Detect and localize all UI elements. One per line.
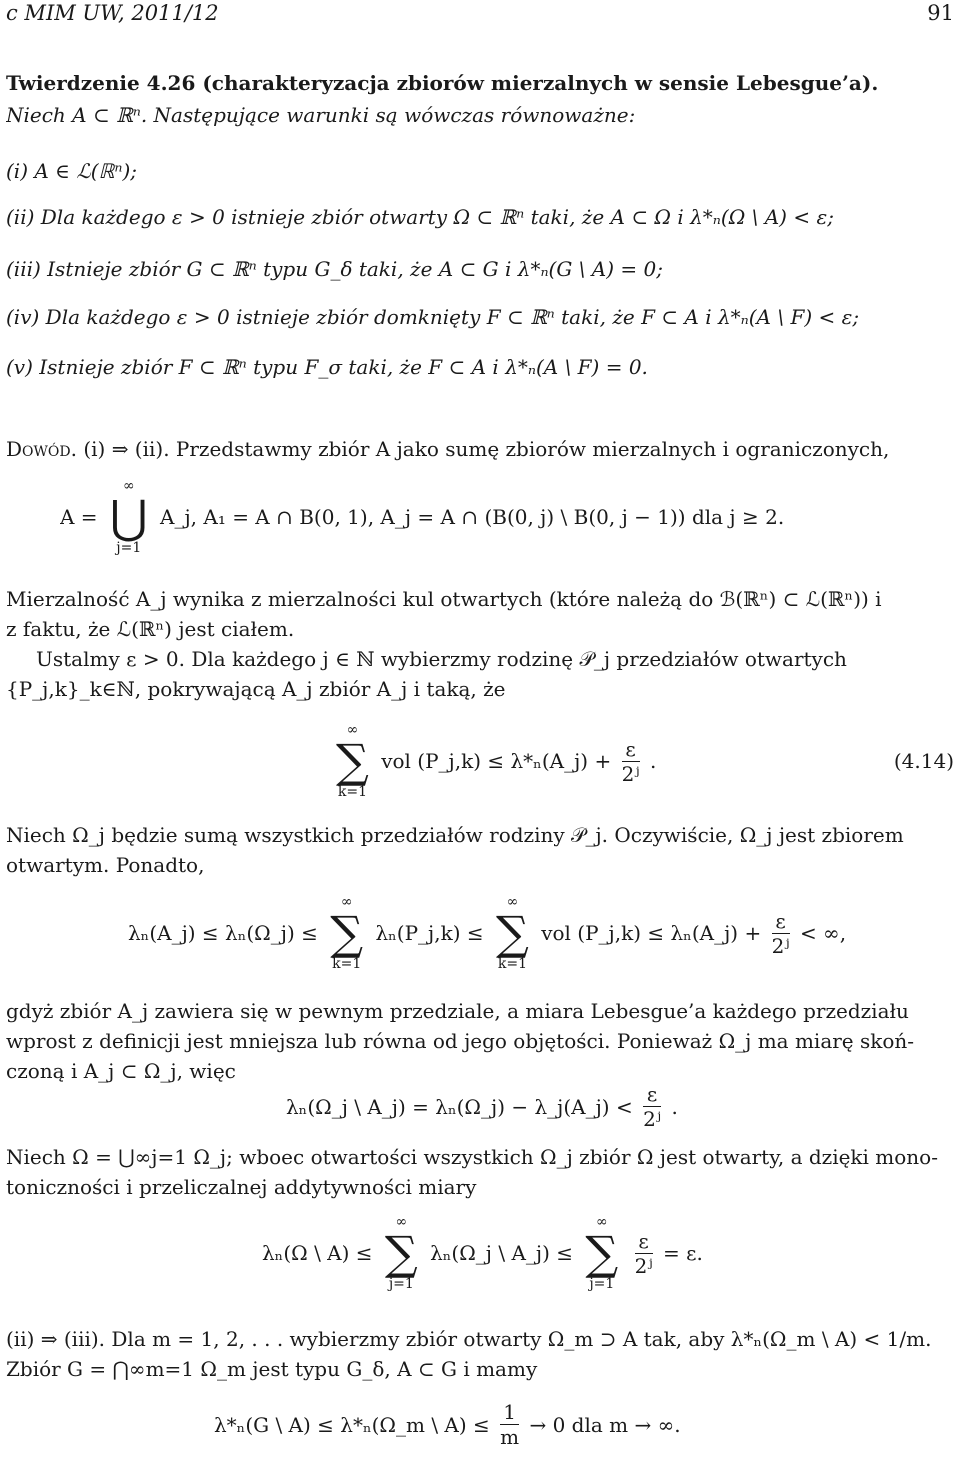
theorem-item-iii: (iii) Istnieje zbiór G ⊂ ℝⁿ typu G_δ taki, że A ⊂ G i λ*ₙ(G \ A) = 0;: [6, 257, 663, 281]
eq4-body: λₙ(Ω_j \ A_j) = λₙ(Ω_j) − λ_j(A_j) <: [286, 1094, 633, 1119]
sum-upper-limit: ∞: [346, 722, 359, 738]
equation-4-14: [330, 722, 954, 812]
eq3-a: λₙ(A_j) ≤ λₙ(Ω_j) ≤: [128, 921, 318, 945]
eq3-c: vol (P_j,k) ≤ λₙ(A_j) +: [541, 921, 762, 945]
fraction-numerator: ε: [635, 1229, 653, 1254]
paragraph-line: Ustalmy ε > 0. Dla każdego j ∈ ℕ wybierzmy rodzinę 𝒫_j przedziałów otwartych: [36, 647, 847, 671]
sum-lower-limit: k=1: [337, 784, 367, 800]
eq2-tail: .: [649, 749, 657, 773]
equation-limit: [214, 1400, 954, 1458]
paragraph-line: z faktu, że ℒ(ℝⁿ) jest ciałem.: [6, 617, 295, 641]
paragraph-line: Mierzalność A_j wynika z mierzalności kul otwartych (które należą do ℬ(ℝⁿ) ⊂ ℒ(ℝⁿ)) i: [6, 587, 882, 611]
paragraph-line: wprost z definicji jest mniejsza lub równa od jego objętości. Ponieważ Ω_j ma miarę skoń-: [6, 1029, 915, 1053]
eq4-tail: .: [671, 1094, 678, 1119]
eq3-b: λₙ(P_j,k) ≤: [375, 921, 484, 945]
sum-lower-limit: j=1: [388, 1276, 414, 1292]
union-lower-limit: j=1: [116, 540, 142, 556]
eq1-rhs: A_j, A₁ = A ∩ B(0, 1), A_j = A ∩ (B(0, j) \ B(0, j − 1)) dla j ≥ 2.: [160, 505, 785, 529]
sum-operator: [336, 722, 369, 800]
sum-operator: [585, 1214, 618, 1292]
sum-upper-limit: ∞: [595, 1214, 608, 1230]
eq5-tail: = ε.: [662, 1241, 703, 1265]
fraction-denominator: 2ʲ: [771, 933, 790, 958]
proof-label: Dowód.: [6, 437, 77, 461]
eq6-tail: → 0 dla m → ∞.: [529, 1412, 681, 1437]
sum-upper-limit: ∞: [395, 1214, 408, 1230]
union-upper-limit: ∞: [122, 478, 135, 494]
sum-operator: [330, 894, 363, 972]
paragraph-line: {P_j,k}_k∈ℕ, pokrywającą A_j zbiór A_j i taką, że: [6, 677, 506, 701]
page-number: 91: [927, 1, 954, 25]
sum-operator: [496, 894, 529, 972]
union-symbol: ⋃: [109, 490, 148, 544]
fraction-numerator: ε: [622, 737, 640, 762]
sum-lower-limit: k=1: [497, 956, 527, 972]
equation-label: (4.14): [893, 749, 954, 773]
proof-step-1: [6, 436, 954, 462]
fraction: [622, 737, 640, 786]
sum-upper-limit: ∞: [506, 894, 519, 910]
fraction: [772, 909, 790, 958]
sum-upper-limit: ∞: [340, 894, 353, 910]
fraction: [643, 1082, 661, 1131]
eq5-b: λₙ(Ω_j \ A_j) ≤: [430, 1241, 574, 1265]
paragraph-line: gdyż zbiór A_j zawiera się w pewnym przedziale, a miara Lebesgue’a każdego przedziału: [6, 999, 909, 1023]
union-operator: [110, 478, 148, 556]
equation-chain: [128, 894, 954, 984]
fraction-numerator: 1: [500, 1400, 519, 1425]
fraction-denominator: m: [500, 1425, 520, 1449]
sum-symbol: ∑: [336, 734, 369, 788]
fraction-denominator: 2ʲ: [621, 761, 640, 786]
sum-symbol: ∑: [384, 1226, 418, 1280]
fraction-numerator: ε: [772, 909, 790, 934]
sum-symbol: ∑: [330, 906, 364, 960]
paragraph-line: toniczności i przeliczalnej addytywności miary: [6, 1175, 477, 1199]
equation-measure: [262, 1214, 954, 1304]
eq3-tail: < ∞,: [799, 921, 847, 945]
proof-step-1-text: (i) ⇒ (ii). Przedstawmy zbiór A jako sumę zbiorów mierzalnych i ograniczonych,: [83, 437, 890, 461]
paragraph-line: Zbiór G = ⋂∞m=1 Ω_m jest typu G_δ, A ⊂ G i mamy: [6, 1357, 538, 1381]
equation-union: [60, 478, 954, 568]
fraction: [635, 1229, 653, 1278]
theorem-item-v: (v) Istnieje zbiór F ⊂ ℝⁿ typu F_σ taki, że F ⊂ A i λ*ₙ(A \ F) = 0.: [6, 355, 648, 379]
sum-lower-limit: j=1: [589, 1276, 615, 1292]
fraction-denominator: 2ʲ: [634, 1253, 653, 1278]
theorem-item-i: (i) A ∈ ℒ(ℝⁿ);: [6, 159, 138, 183]
theorem-item-ii: (ii) Dla każdego ε > 0 istnieje zbiór otwarty Ω ⊂ ℝⁿ taki, że A ⊂ Ω i λ*ₙ(Ω \ A) < ε;: [6, 205, 834, 229]
theorem-item-iv: (iv) Dla każdego ε > 0 istnieje zbiór domknięty F ⊂ ℝⁿ taki, że F ⊂ A i λ*ₙ(A \ F) < ε;: [6, 305, 860, 329]
fraction-numerator: ε: [643, 1082, 661, 1107]
sum-symbol: ∑: [585, 1226, 619, 1280]
sum-lower-limit: k=1: [332, 956, 362, 972]
eq2-body: vol (P_j,k) ≤ λ*ₙ(A_j) +: [381, 749, 612, 773]
paragraph-line: Niech Ω_j będzie sumą wszystkich przedziałów rodziny 𝒫_j. Oczywiście, Ω_j jest zbiorem: [6, 823, 904, 847]
eq6-body: λ*ₙ(G \ A) ≤ λ*ₙ(Ω_m \ A) ≤: [214, 1412, 490, 1437]
header-left: c MIM UW, 2011/12: [6, 1, 219, 25]
page-header: [6, 0, 954, 26]
sum-symbol: ∑: [496, 906, 529, 960]
theorem-intro: Niech A ⊂ ℝⁿ. Następujące warunki są wówczas równoważne:: [6, 103, 636, 127]
eq1-lhs: A =: [60, 505, 98, 529]
fraction: [500, 1400, 519, 1449]
paragraph-line: Niech Ω = ⋃∞j=1 Ω_j; wboec otwartości wszystkich Ω_j zbiór Ω jest otwarty, a dzięki mono-: [6, 1145, 938, 1169]
paragraph-line: otwartym. Ponadto,: [6, 853, 205, 877]
equation-difference: [286, 1082, 954, 1142]
sum-operator: [385, 1214, 418, 1292]
eq5-a: λₙ(Ω \ A) ≤: [262, 1241, 373, 1265]
theorem-title: Twierdzenie 4.26 (charakteryzacja zbiorów mierzalnych w sensie Lebesgue’a).: [6, 71, 879, 95]
paragraph-line: czoną i A_j ⊂ Ω_j, więc: [6, 1059, 236, 1083]
paragraph-line: (ii) ⇒ (iii). Dla m = 1, 2, . . . wybierzmy zbiór otwarty Ω_m ⊃ A tak, aby λ*ₙ(Ω_m \ A) < 1/m.: [6, 1327, 932, 1351]
fraction-denominator: 2ʲ: [643, 1107, 662, 1131]
